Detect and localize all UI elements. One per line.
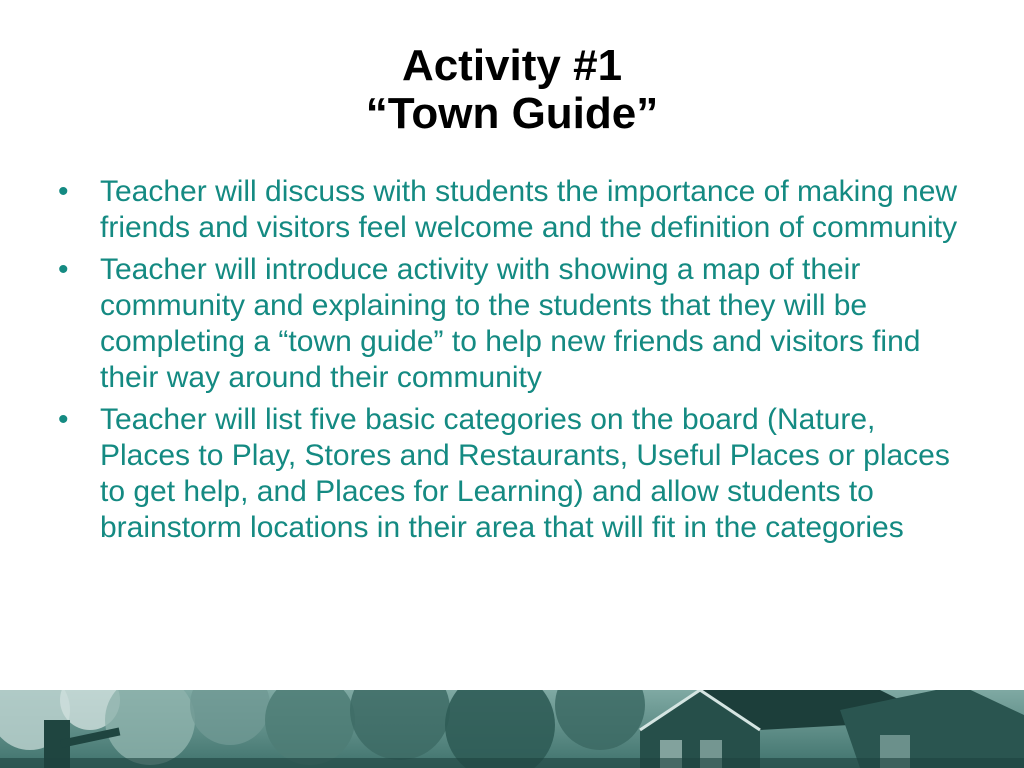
bullet-item	[58, 174, 958, 246]
bullet-item	[58, 252, 958, 396]
bullet-text: Teacher will list five basic categories on the board (Nature, Places to Play, Stores and Restaurants, Useful Places or places to get help, and Places for Learning) and allow students to brainstorm locations in their area that will fit in the categories	[100, 403, 950, 544]
decorative-photo-band	[0, 690, 1024, 768]
bullet-icon: •	[58, 403, 69, 436]
bullet-icon: •	[58, 175, 69, 208]
bullet-text: Teacher will introduce activity with showing a map of their community and explaining to the students that they will be completing a “town guide” to help new friends and visitors find their way around their community	[100, 253, 921, 394]
slide-title	[0, 42, 1024, 138]
bullet-list	[58, 174, 958, 552]
bullet-item	[58, 402, 958, 546]
title-line-1: Activity #1	[401, 41, 623, 90]
title-line-2: “Town Guide”	[365, 89, 659, 138]
town-photo-illustration	[0, 690, 1024, 768]
bullet-icon: •	[58, 253, 69, 286]
bullet-text: Teacher will discuss with students the importance of making new friends and visitors feel welcome and the definition of community	[100, 175, 958, 244]
ground-strip	[0, 758, 1024, 768]
